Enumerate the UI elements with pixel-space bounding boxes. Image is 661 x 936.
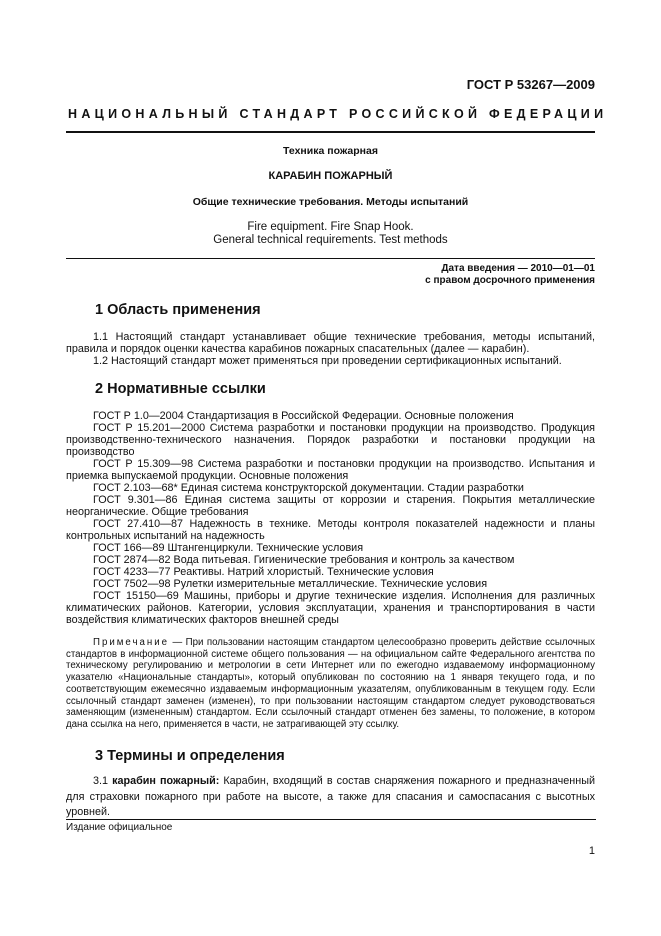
reference-item: ГОСТ 15150—69 Машины, приборы и другие технические изделия. Исполнения для различных климатических районов. Категории, условия эксплуатации, хранения и транспортирования в части воздействия климатических факторов внешней среды bbox=[66, 590, 595, 626]
term-name: карабин пожарный: bbox=[112, 775, 220, 787]
english-title-line-2: General technical requirements. Test methods bbox=[213, 234, 448, 246]
section-1-heading: 1 Область применения bbox=[95, 302, 261, 318]
standard-category: Техника пожарная bbox=[283, 145, 378, 157]
term-definition-text: Карабин, входящий в состав снаряжения пожарного и предназначенный для страховки пожарного при работе на высоте, а также для спасания и самоспасания с высотных уровней. bbox=[66, 775, 595, 818]
section-3-heading: 3 Термины и определения bbox=[95, 748, 285, 764]
document-number: ГОСТ Р 53267—2009 bbox=[466, 77, 595, 92]
standard-title: КАРАБИН ПОЖАРНЫЙ bbox=[268, 170, 393, 182]
section-2-heading: 2 Нормативные ссылки bbox=[95, 381, 266, 397]
title-divider bbox=[66, 258, 595, 259]
english-title-line-1: Fire equipment. Fire Snap Hook. bbox=[247, 221, 414, 233]
page-number: 1 bbox=[588, 845, 595, 857]
reference-item: ГОСТ 9.301—86 Единая система защиты от коррозии и старения. Покрытия металлические неорганические. Общие требования bbox=[66, 494, 595, 518]
reference-item: ГОСТ Р 15.309—98 Система разработки и постановки продукции на производство. Испытания и приемка выпускаемой продукции. Основные положения bbox=[66, 458, 595, 482]
reference-item: ГОСТ 4233—77 Реактивы. Натрий хлористый. Технические условия bbox=[93, 566, 434, 578]
early-application-note: с правом досрочного применения bbox=[425, 275, 595, 286]
note-label: Примечание bbox=[93, 637, 170, 648]
reference-item: ГОСТ Р 1.0—2004 Стандартизация в Российской Федерации. Основные положения bbox=[93, 410, 514, 422]
introduction-date: Дата введения — 2010—01—01 bbox=[441, 263, 595, 274]
standard-subtitle: Общие технические требования. Методы испытаний bbox=[192, 196, 469, 208]
reference-item: ГОСТ 27.410—87 Надежность в технике. Методы контроля показателей надежности и планы контрольных испытаний на надежность bbox=[66, 518, 595, 542]
note-text: — При пользовании настоящим стандартом целесообразно проверить действие ссылочных стандартов в информационной системе общего пользования — на официальном сайте Федерального агентства по техническому регулированию и метрологии в сети Интернет или по ежегодно издаваемому информационному указателю «Национальные стандарты», который опубликован по состоянию на 1 января текущего года, и по соответствующим ежемесячно издаваемым информационным указателям, опубликованным в текущем году. Если ссылочный стандарт заменен (изменен), то при пользовании настоящим стандартом следует руководствоваться заменяющим (измененным) стандартом. Если ссылочный стандарт отменен без замены, то положение, в котором дана ссылка на него, применяется в части, не затрагивающей эту ссылку. bbox=[66, 637, 595, 730]
national-standard-banner: НАЦИОНАЛЬНЫЙ СТАНДАРТ РОССИЙСКОЙ ФЕДЕРАЦИИ bbox=[68, 107, 608, 121]
paragraph-1-1: 1.1 Настоящий стандарт устанавливает общие технические требования, методы испытаний, правила и порядок оценки качества карабинов пожарных спасательных (далее — карабин). bbox=[66, 331, 595, 355]
references-note bbox=[66, 637, 595, 731]
term-number: 3.1 bbox=[93, 775, 113, 787]
normative-references-list bbox=[66, 410, 595, 626]
term-definition bbox=[66, 774, 595, 821]
header-divider bbox=[66, 131, 595, 133]
paragraph-1-2: 1.2 Настоящий стандарт может применяться при проведении сертификационных испытаний. bbox=[93, 355, 562, 367]
reference-item: ГОСТ 2874—82 Вода питьевая. Гигиенические требования и контроль за качеством bbox=[93, 554, 515, 566]
footer-divider bbox=[66, 819, 596, 820]
official-edition-label: Издание официальное bbox=[66, 822, 173, 833]
reference-item: ГОСТ 2.103—68* Единая система конструкторской документации. Стадии разработки bbox=[93, 482, 524, 494]
section-1-body bbox=[66, 331, 595, 367]
reference-item: ГОСТ Р 15.201—2000 Система разработки и постановки продукции на производство. Продукция производственно-технического назначения. Порядок разработки и постановки продукции на производство bbox=[66, 422, 595, 458]
reference-item: ГОСТ 7502—98 Рулетки измерительные металлические. Технические условия bbox=[93, 578, 488, 590]
reference-item: ГОСТ 166—89 Штангенциркули. Технические условия bbox=[93, 542, 364, 554]
